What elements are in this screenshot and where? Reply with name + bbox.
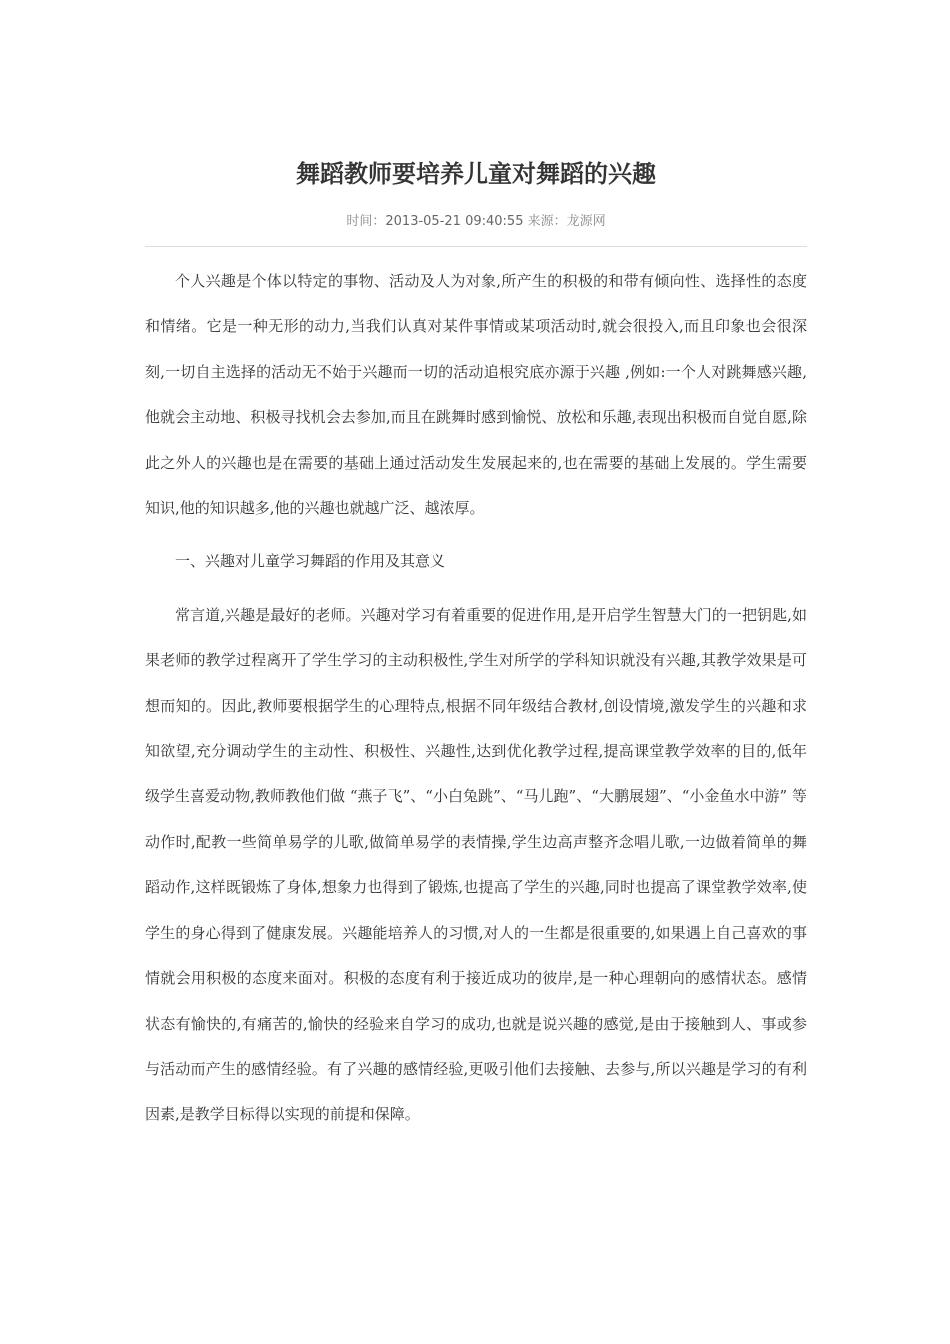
article-body — [145, 259, 807, 1146]
publish-time: 2013-05-21 09:40:55 — [385, 214, 524, 229]
source-label: 来源： — [523, 214, 567, 229]
section-heading: 一、兴趣对儿童学习舞蹈的作用及其意义 — [175, 552, 446, 571]
time-label: 时间： — [346, 214, 386, 229]
body-paragraph: 个人兴趣是个体以特定的事物、活动及人为对象,所产生的积极的和带有倾向性、选择性的态度和情绪。它是一种无形的动力,当我们认真对某件事情或某项活动时,就会很投入,而且印象也会很深刻,一切自主选择的活动无不始于兴趣而一切的活动追根究底亦源于兴趣 ,例如:一个人对跳舞感兴趣,他就会主动地、积极寻找机会去参加,而且在跳舞时感到愉悦、放松和乐趣,表现出积极而自觉自愿,除此之外人的兴趣也是在需要的基础上通过活动发生发展起来的,也在需要的基础上发展的。学生需要知识,他的知识越多,他的兴趣也就越广泛、越浓厚。 — [145, 272, 807, 518]
source-name: 龙源网 — [566, 214, 606, 229]
article-title: 舞蹈教师要培养儿童对舞蹈的兴趣 — [296, 160, 656, 188]
title-divider — [145, 246, 807, 247]
article-meta — [145, 211, 807, 233]
article-page — [145, 0, 807, 1344]
body-paragraph: 常言道,兴趣是最好的老师。兴趣对学习有着重要的促进作用,是开启学生智慧大门的一把钥匙,如果老师的教学过程离开了学生学习的主动积极性,学生对所学的学科知识就没有兴趣,其教学效果是可想而知的。因此,教师要根据学生的心理特点,根据不同年级结合教材,创设情境,激发学生的兴趣和求知欲望,充分调动学生的主动性、积极性、兴趣性,达到优化教学过程,提高课堂教学效率的目的,低年级学生喜爱动物,教师教他们做 “燕子飞”、“小白兔跳”、“马儿跑”、“大鹏展翅”、“小金鱼水中游” 等动作时,配教一些简单易学的儿歌,做简单易学的表情操,学生边高声整齐念唱儿歌,一边做着简单的舞蹈动作,这样既锻炼了身体,想象力也得到了锻炼,也提高了学生的兴趣,同时也提高了课堂教学效率,使学生的身心得到了健康发展。兴趣能培养人的习惯,对人的一生都是很重要的,如果遇上自己喜欢的事情就会用积极的态度来面对。积极的态度有利于接近成功的彼岸,是一种心理朝向的感情状态。感情状态有愉快的,有痛苦的,愉快的经验来自学习的成功,也就是说兴趣的感觉,是由于接触到人、事或参与活动而产生的感情经验。有了兴趣的感情经验,更吸引他们去接触、去参与,所以兴趣是学习的有利因素,是教学目标得以实现的前提和保障。 — [145, 605, 807, 1124]
